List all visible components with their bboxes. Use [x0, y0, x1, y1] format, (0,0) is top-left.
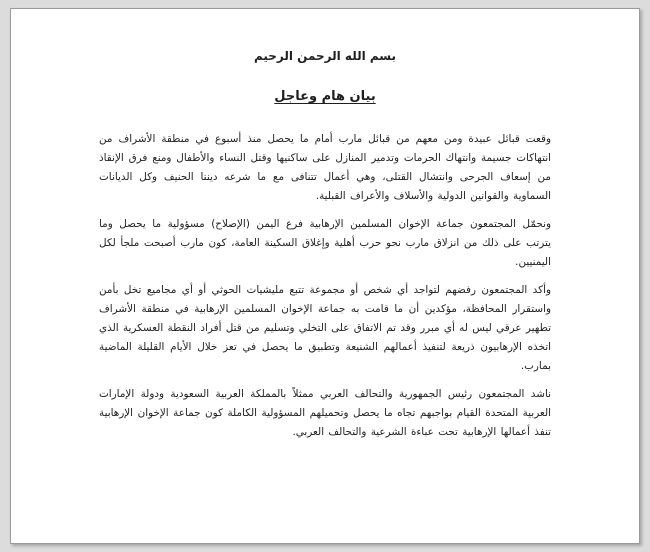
basmala-heading: بسم الله الرحمن الرحيم	[253, 49, 397, 63]
document-body	[99, 49, 551, 451]
document-page	[10, 8, 640, 544]
paragraph-4: ناشد المجتمعون رئيس الجمهورية والتحالف العربي ممثلاً بالمملكة العربية السعودية ودولة الإمارات العربية المتحدة القيام بواجبهم تجاه ما يحصل وتحميلهم المسؤولية الكاملة كون جماعة الإخوان الإرهابية تنفذ أعمالها الإرهابية تحت عباءة الشرعية والتحالف العربي.	[99, 388, 551, 438]
statement-title: بيان هام وعاجل	[274, 89, 376, 104]
paragraph-2: ونحمّل المجتمعون جماعة الإخوان المسلمين الإرهابية فرع اليمن (الإصلاح) مسؤولية ما يحصل وما يترتب على ذلك من انزلاق مارب نحو حرب أهلية وإغلاق السكينة العامة، كون مارب أصبحت ملجأ لكل اليمنيين.	[99, 218, 551, 268]
paragraph-3: وأكد المجتمعون رفضهم لتواجد أي شخص أو مجموعة تتبع مليشيات الحوثي أو أي مجاميع تخل بأمن واستقرار المحافظة، مؤكدين أن ما قامت به جماعة الإخوان المسلمين الإرهابية في منطقة الأشراف تطهير عرقي ليس له أي مبرر وقد تم الاتفاق على التخلي وتسليم من قتل أفراد النقطة العسكرية الذي اتخذه الإرهابيون ذريعة لتنفيذ أعمالهم الشنيعة وتطبيق ما يحصل في تعز خلال الأيام القليلة الماضية بمارب.	[99, 284, 551, 372]
paragraph-1: وقعت قبائل عبيدة ومن معهم من قبائل مارب أمام ما يحصل منذ أسبوع في منطقة الأشراف من انتهاكات جسيمة وانتهاك الحرمات وتدمير المنازل على ساكنيها وقتل النساء والأطفال ومنع فرق الإنقاذ من إسعاف الجرحى وانتشال القتلى، وهي أعمال تتنافى مع ما شرعه ديننا الحنيف وكل الديانات السماوية والقوانين الدولية والأسلاف والأعراف القبلية.	[99, 133, 551, 202]
